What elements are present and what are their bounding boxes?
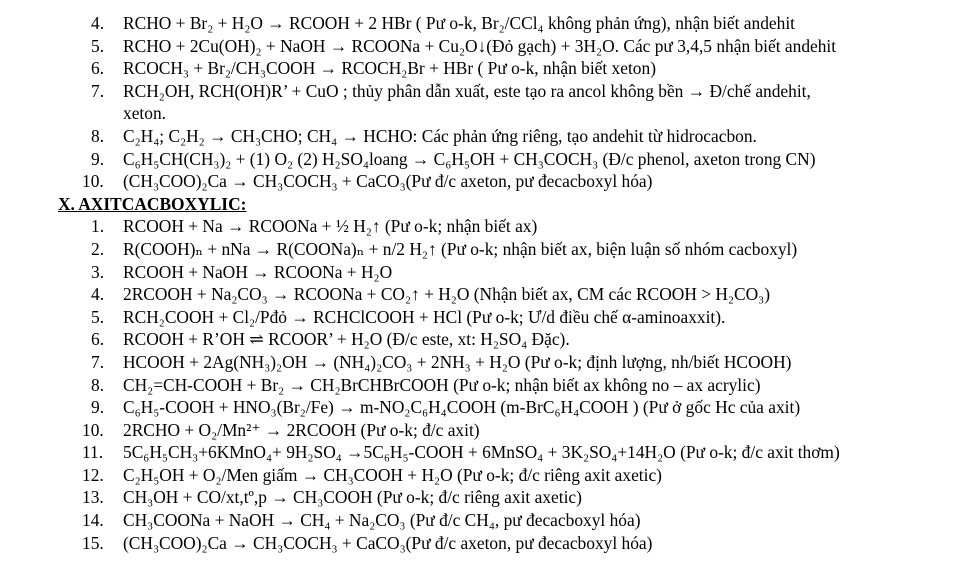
list-item (0, 328, 960, 351)
reaction-text: C₂H₄; C₂H₂ → CH₃CHO; CH₄ → HCHO: Các phản ứng riêng, tạo andehit từ hidrocacbon. (123, 125, 757, 146)
item-number: 4. (91, 13, 105, 33)
item-number: 5. (91, 35, 105, 56)
reaction-text: (CH₃COO)₂Ca → CH₃COCH₃ + CaCO₃(Pư đ/c axeton, pư đecacboxyl hóa) (123, 532, 653, 553)
list-item (0, 215, 960, 238)
list-item (0, 351, 960, 374)
reaction-text: RCHO + Br₂ + H₂O → RCOOH + 2 HBr ( Pư o-k, Br₂/CCl₄ không phản ứng), nhận biết andehit (123, 13, 795, 33)
list-item (0, 80, 960, 103)
list-item (0, 532, 960, 555)
reaction-text: RCOCH₃ + Br₂/CH₃COOH → RCOCH₂Br + HBr ( Pư o-k, nhận biết xeton) (123, 58, 656, 79)
list-item (0, 148, 960, 171)
item-number: 14. (82, 510, 104, 531)
item-number: 7. (91, 80, 105, 101)
item-number: 10. (82, 171, 104, 192)
list-item (0, 57, 960, 80)
item-number: 3. (91, 261, 105, 282)
reaction-text: CH₃OH + CO/xt,tº,p → CH₃COOH (Pư o-k; đ/c riêng axit axetic) (123, 487, 582, 508)
reaction-text: RCOOH + NaOH → RCOONa + H₂O (123, 261, 393, 282)
reaction-text: C₂H₅OH + O₂/Men giấm → CH₃COOH + H₂O (Pư o-k; đ/c riêng axit axetic) (123, 464, 662, 485)
list-item (0, 486, 960, 509)
reaction-text: C₆H₅CH(CH₃)₂ + (1) O₂ (2) H₂SO₄loang → C₆H₅OH + CH₃COCH₃ (Đ/c phenol, axeton trong CN) (123, 148, 816, 169)
reaction-text: RCH₂COOH + Cl₂/Pđỏ → RCHClCOOH + HCl (Pư o-k; Ư/d điều chế α-aminoaxxit). (123, 306, 726, 327)
reaction-text: HCOOH + 2Ag(NH₃)₂OH → (NH₄)₂CO₃ + 2NH₃ + H₂O (Pư o-k; định lượng, nh/biết HCOOH) (123, 351, 792, 372)
list-item (0, 170, 960, 193)
item-number: 6. (91, 329, 105, 350)
list-item (0, 261, 960, 284)
reaction-text: RCOOH + R’OH ⇌ RCOOR’ + H₂O (Đ/c este, xt: H₂SO₄ Đặc). (123, 329, 570, 350)
item-number: 5. (91, 306, 105, 327)
reaction-text: 5C₆H₅CH₃+6KMnO₄+ 9H₂SO₄ →5C₆H₅-COOH + 6MnSO₄ + 3K₂SO₄+14H₂O (Pư o-k; đ/c axit thơm) (123, 442, 840, 463)
reaction-text: RCH₂OH, RCH(OH)R’ + CuO ; thủy phân dẫn xuất, este tạo ra ancol không bền → Đ/chế andehit, (123, 80, 811, 101)
reaction-text: CH₃COONa + NaOH → CH₄ + Na₂CO₃ (Pư đ/c CH₄, pư đecacboxyl hóa) (123, 510, 641, 531)
item-number: 9. (91, 397, 105, 418)
reaction-text: 2RCOOH + Na₂CO₃ → RCOONa + CO₂↑ + H₂O (Nhận biết ax, CM các RCOOH > H₂CO₃) (123, 284, 771, 305)
list-item (0, 464, 960, 487)
list-item (0, 306, 960, 329)
item-number: 11. (82, 442, 104, 463)
reaction-text: xeton. (123, 103, 166, 124)
list-item (0, 509, 960, 532)
list-item (0, 374, 960, 397)
list-item (0, 441, 960, 464)
list-item (0, 238, 960, 261)
item-number: 6. (91, 58, 105, 79)
carboxylic-acid-reaction-list (0, 215, 960, 554)
item-number: 12. (82, 464, 104, 485)
reaction-text: RCOOH + Na → RCOONa + ½ H₂↑ (Pư o-k; nhận biết ax) (123, 216, 538, 237)
list-item (0, 283, 960, 306)
list-item (0, 35, 960, 58)
item-number: 10. (82, 419, 104, 440)
reaction-text: C₆H₅-COOH + HNO₃(Br₂/Fe) → m-NO₂C₆H₄COOH (m-BrC₆H₄COOH ) (Pư ở gốc Hc của axit) (123, 397, 801, 418)
item-number: 8. (91, 374, 105, 395)
list-item (0, 419, 960, 442)
item-number: 4. (91, 284, 105, 305)
reaction-text: CH₂=CH-COOH + Br₂ → CH₂BrCHBrCOOH (Pư o-k; nhận biết ax không no – ax acrylic) (123, 374, 761, 395)
list-item (0, 396, 960, 419)
item-number: 2. (91, 238, 105, 259)
list-item (0, 125, 960, 148)
list-item-continuation (0, 102, 960, 125)
list-item (0, 12, 960, 35)
item-number: 9. (91, 148, 105, 169)
item-number: 15. (82, 532, 104, 553)
reaction-text: (CH₃COO)₂Ca → CH₃COCH₃ + CaCO₃(Pư đ/c axeton, pư đecacboxyl hóa) (123, 171, 653, 192)
item-number: 13. (82, 487, 104, 508)
section-heading: X. AXITCACBOXYLIC: (58, 193, 247, 214)
reaction-text: R(COOH)ₙ + nNa → R(COONa)ₙ + n/2 H₂↑ (Pư o-k; nhận biết ax, biện luận số nhóm cacboxyl) (123, 238, 798, 259)
reaction-text: RCHO + 2Cu(OH)₂ + NaOH → RCOONa + Cu₂O↓(Đỏ gạch) + 3H₂O. Các pư 3,4,5 nhận biết andehit (123, 35, 837, 56)
item-number: 8. (91, 125, 105, 146)
item-number: 1. (91, 216, 105, 237)
aldehyde-reaction-list (0, 12, 960, 193)
reaction-text: 2RCHO + O₂/Mn²⁺ → 2RCOOH (Pư o-k; đ/c axit) (123, 419, 480, 440)
item-number: 7. (91, 351, 105, 372)
